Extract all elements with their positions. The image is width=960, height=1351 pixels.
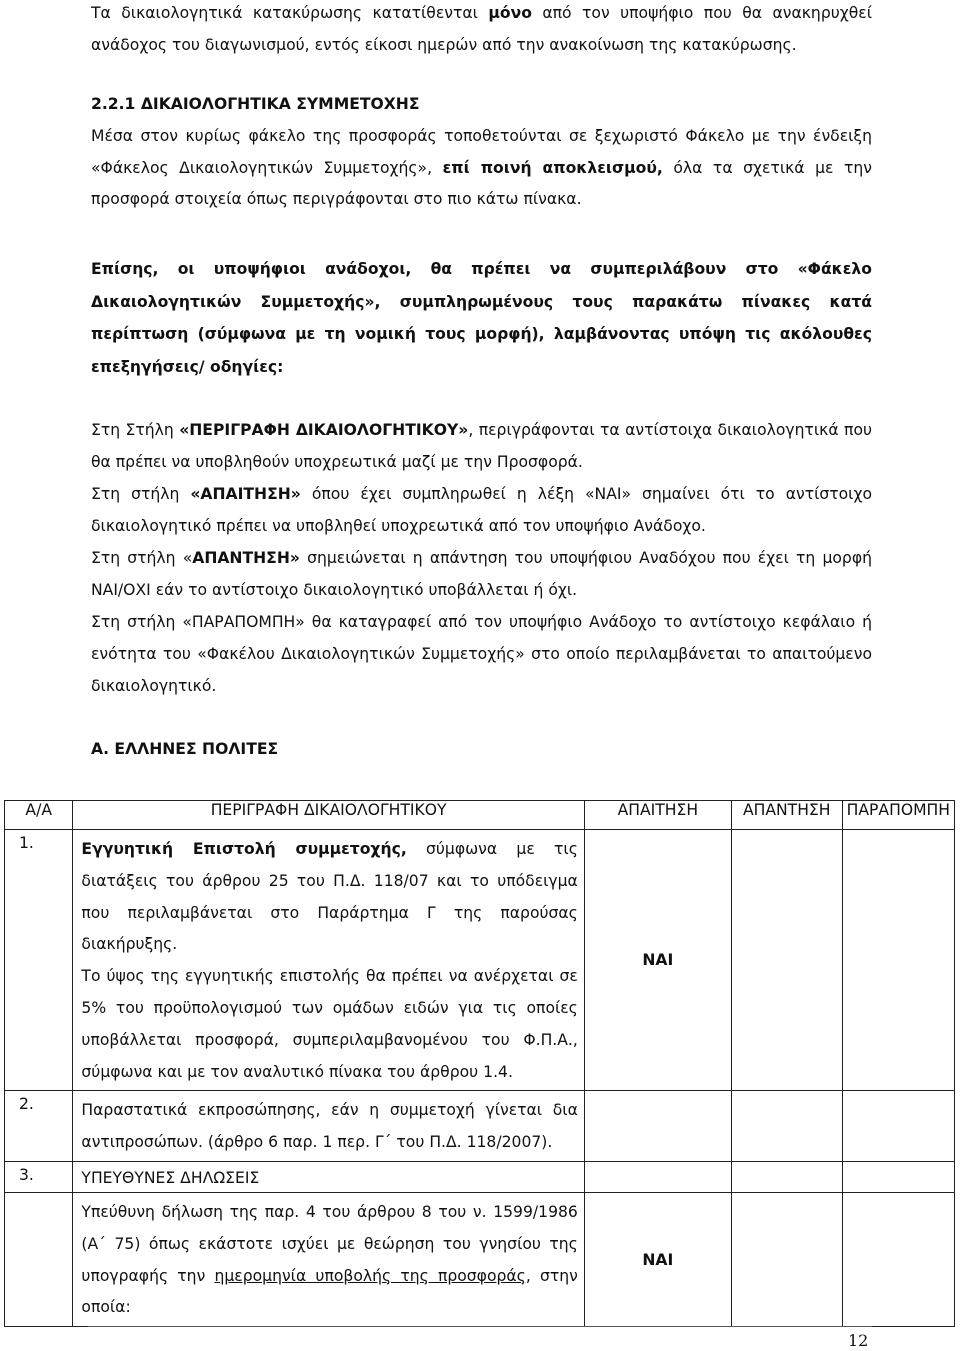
description-text-cont: Το ύψος της εγγυητικής επιστολής θα πρέπει να ανέρχεται σε 5% του προϋπολογισμού των ομάδων ειδών για τις οποίες υποβάλλεται προσφορά, συμπεριλαμβανομένου του Φ.Π.Α., σύμφωνα και με τον αναλυτικό πίνακα του άρθρου 1.4. — [81, 967, 578, 1081]
row-requirement: ΝΑΙ — [584, 830, 731, 1091]
explain-reference-column: Στη στήλη «ΠΑΡΑΠΟΜΠΗ» θα καταγραφεί από τον υποψήφιο Ανάδοχο το αντίστοιχο κεφάλαιο ή ενότητα του «Φακέλου Δικαιολογητικών Συμμετοχής» στο οποίο περιλαμβάνεται το απαιτούμενο δικαιολογητικό. — [91, 613, 872, 695]
explain-text-cont: σημειώνεται η απάντηση του υποψήφιου Αναδόχου που έχει τη μορφή ΝΑΙ/ΟΧΙ εάν το αντίστοιχο δικαιολογητικό υποβάλλεται ή όχι. — [91, 549, 872, 599]
page-number: 12 — [848, 1331, 869, 1350]
intro-paragraph — [91, 0, 872, 61]
footer-divider — [88, 1326, 872, 1327]
requirements-table — [4, 800, 955, 1327]
row-answer — [731, 1161, 842, 1192]
table-row — [5, 1192, 955, 1326]
subheading: Α. ΕΛΛΗΝΕΣ ΠΟΛΙΤΕΣ — [91, 740, 279, 758]
explain-answer-column — [91, 542, 872, 606]
section-paragraph — [91, 121, 872, 216]
row-answer — [731, 1091, 842, 1162]
description-emphasis: Εγγυητική Επιστολή συμμετοχής, — [81, 840, 407, 858]
table-header-row — [5, 801, 955, 830]
description-text-cont: , στην οποία: — [81, 1266, 578, 1317]
intro-emphasis: μόνο — [488, 4, 532, 22]
row-answer — [731, 830, 842, 1091]
row-description: ΥΠΕΥΘΥΝΕΣ ΔΗΛΩΣΕΙΣ — [73, 1161, 584, 1192]
section-heading: 2.2.1 ΔΙΚΑΙΟΛΟΓΗΤΙΚΑ ΣΥΜΜΕΤΟΧΗΣ — [91, 95, 420, 113]
row-requirement — [584, 1091, 731, 1162]
row-requirement: ΝΑΙ — [584, 1192, 731, 1326]
intro-text: Τα δικαιολογητικά κατακύρωσης κατατίθενται — [91, 4, 489, 22]
explain-text: Στη Στήλη — [91, 421, 180, 439]
explain-description-column — [91, 414, 872, 478]
explain-text: Στη στήλη — [91, 485, 191, 503]
row-number: 2. — [5, 1091, 73, 1162]
row-reference — [842, 830, 954, 1091]
row-number: 3. — [5, 1161, 73, 1192]
explain-text-cont: όπου έχει συμπληρωθεί η λέξη «ΝΑΙ» σημαίνει ότι το αντίστοιχο δικαιολογητικό πρέπει να υποβληθεί υποχρεωτικά από τον υποψήφιο Ανάδοχο. — [91, 485, 872, 535]
table-row — [5, 830, 955, 1091]
description-text: σύμφωνα με τις διατάξεις του άρθρου 25 του Π.Δ. 118/07 και το υπόδειγμα που περιλαμβάνεται στο Παράρτημα Γ της παρούσας διακήρυξης. — [81, 840, 578, 954]
intro-text-cont: από τον υποψήφιο που θα ανακηρυχθεί ανάδοχος του διαγωνισμού, εντός είκοσι ημερών από την ανακοίνωση της κατακύρωσης. — [91, 4, 872, 54]
explain-requirement-column — [91, 478, 872, 542]
row-description — [73, 830, 584, 1091]
header-description: ΠΕΡΙΓΡΑΦΗ ΔΙΚΑΙΟΛΟΓΗΤΙΚΟΥ — [73, 801, 584, 830]
section-text-cont: όλα τα σχετικά με την προσφορά στοιχεία όπως περιγράφονται στο πιο κάτω πίνακα. — [91, 158, 872, 208]
header-reference: ΠΑΡΑΠΟΜΠΗ — [842, 801, 954, 830]
row-number — [5, 1192, 73, 1326]
section-emphasis: επί ποινή αποκλεισμού, — [442, 158, 663, 177]
row-answer — [731, 1192, 842, 1326]
row-description — [73, 1192, 584, 1326]
explain-emphasis: ΑΠΑΝΤΗΣΗ» — [192, 549, 300, 567]
row-reference — [842, 1091, 954, 1162]
row-reference — [842, 1161, 954, 1192]
row-requirement — [584, 1161, 731, 1192]
header-aa: Α/Α — [5, 801, 73, 830]
explain-text: Στη στήλη « — [91, 549, 193, 567]
explain-emphasis: «ΠΕΡΙΓΡΑΦΗ ΔΙΚΑΙΟΛΟΓΗΤΙΚΟΥ» — [179, 421, 469, 439]
row-number: 1. — [5, 830, 73, 1091]
explain-emphasis: «ΑΠΑΙΤΗΣΗ» — [190, 485, 301, 503]
row-description: Παραστατικά εκπροσώπησης, εάν η συμμετοχή γίνεται δια αντιπροσώπων. (άρθρο 6 παρ. 1 περ. Γ΄ του Π.Δ. 118/2007). — [73, 1091, 584, 1162]
row-reference — [842, 1192, 954, 1326]
header-requirement: ΑΠΑΙΤΗΣΗ — [584, 801, 731, 830]
notice-paragraph: Επίσης, οι υποψήφιοι ανάδοχοι, θα πρέπει να συμπεριλάβουν στο «Φάκελο Δικαιολογητικών Συμμετοχής», συμπληρωμένους τους παρακάτω πίνακες κατά περίπτωση (σύμφωνα με τη νομική τους μορφή), λαμβάνοντας υπόψη τις ακόλουθες επεξηγήσεις/ οδηγίες: — [91, 260, 872, 376]
table-row — [5, 1161, 955, 1192]
section-text: Μέσα στον κυρίως φάκελο της προσφοράς τοποθετούνται σε ξεχωριστό Φάκελο με την ένδειξη «Φάκελος Δικαιολογητικών Συμμετοχής», — [91, 127, 872, 177]
explanations — [91, 414, 872, 702]
table-row — [5, 1091, 955, 1162]
description-text: Υπεύθυνη δήλωση της παρ. 4 του άρθρου 8 του ν. 1599/1986 (Α΄ 75) όπως εκάστοτε ισχύει με θεώρηση του γνησίου της υπογραφής την — [81, 1202, 578, 1285]
description-underlined: ημερομηνία υποβολής της προσφοράς — [214, 1266, 526, 1285]
header-answer: ΑΠΑΝΤΗΣΗ — [731, 801, 842, 830]
explain-text-cont: , περιγράφονται τα αντίστοιχα δικαιολογητικά που θα πρέπει να υποβληθούν υποχρεωτικά μαζί με την Προσφορά. — [91, 421, 873, 471]
